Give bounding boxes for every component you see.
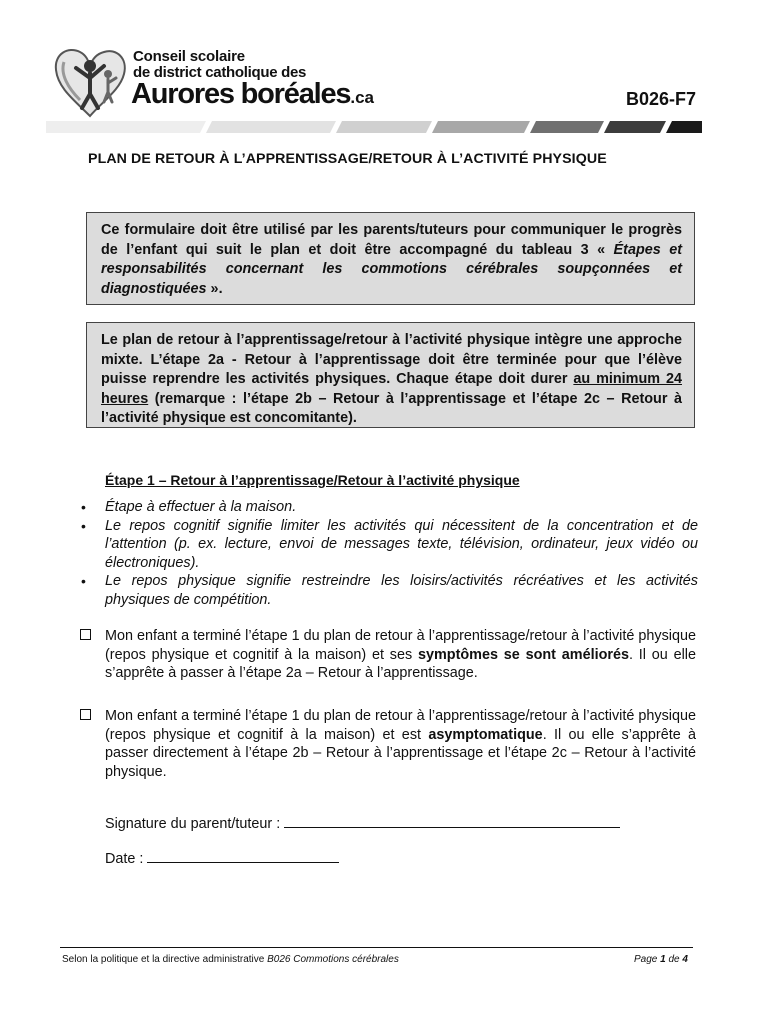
footer-policy-text: Selon la politique et la directive administrative [62,954,268,965]
organization-logo-graphic [50,44,130,120]
checkbox-option-text-a: Mon enfant a terminé l’étape 1 du plan de retour à l’apprentissage/retour à l’activité physique (repos physique et cognitif à la maison) et ses [105,628,696,663]
bullet-item: • Le repos physique signifie restreindre les loisirs/activités récréatives et les activités physiques de compétition. [78,572,698,609]
info-box-plan-text-a: Le plan de retour à l’apprentissage/retour à l’activité physique intègre une approche mixte. L’étape 2a - Retour à l’apprentissage doit être terminée pour que l’élève puisse reprendre les activités physiques. Chaque étape doit durer [101,332,682,387]
page-of: de [665,954,683,965]
date-row [105,850,339,867]
checkbox-option-asymptomatic [80,707,696,781]
info-box-instructions [86,212,695,305]
info-box-plan [86,322,695,428]
page-word: Page [634,954,661,965]
page-title: PLAN DE RETOUR À L’APPRENTISSAGE/RETOUR À L’ACTIVITÉ PHYSIQUE [88,151,607,167]
date-field[interactable] [147,850,339,863]
signature-label: Signature du parent/tuteur : [105,816,285,832]
organization-name-main: Aurores boréales [131,78,351,110]
section-heading-step1: Étape 1 – Retour à l’apprentissage/Retour à l’activité physique [105,472,520,488]
footer-page-number [634,954,688,965]
checkbox[interactable] [80,709,91,720]
info-box-plan-text-c: (remarque : l’étape 2b – Retour à l’apprentissage et l’étape 2c – Retour à l’activité physique est concomitante). [101,390,682,426]
organization-domain-suffix: .ca [350,88,374,107]
info-box-instructions-text-a: Ce formulaire doit être utilisé par les parents/tuteurs pour communiquer le progrès de l’enfant qui suit le plan et doit être accompagné du tableau 3 « [101,222,682,258]
organization-name-line2: de district catholique des [133,64,307,81]
signature-row [105,815,620,832]
page-current: 1 [660,954,666,965]
footer-divider [60,947,693,948]
info-box-instructions-text-b: Étapes et responsabilités concernant les commotions cérébrales soupçonnées et diagnostiquées [101,241,682,297]
document-code: B026-F7 [626,89,697,109]
header-decorative-bar [46,121,702,133]
footer-policy-name: B026 Commotions cérébrales [267,954,399,965]
organization-name-line3 [131,78,374,111]
checkbox-option-symptoms-improved [80,627,696,683]
checkbox-option-text [105,707,696,781]
checkbox-option-text-a: Mon enfant a terminé l’étape 1 du plan de retour à l’apprentissage/retour à l’activité physique (repos physique et cognitif à la maison) et est [105,708,696,743]
bullet-item: • Le repos cognitif signifie limiter les activités qui nécessitent de la concentration et de l’attention (p. ex. lecture, envoi de messages texte, télévision, ordinateur, jeux vidéo ou électroniques). [78,517,698,573]
page-total: 4 [682,954,688,965]
organization-name-line1: Conseil scolaire [133,48,245,65]
info-box-instructions-text-c: ». [206,280,223,297]
info-box-plan-text-b: au minimum 24 heures [101,371,682,407]
checkbox-option-text-c: . Il ou elle s’apprête à passer à l’étape 2a – Retour à l’apprentissage. [105,646,696,681]
date-label: Date : [105,851,148,867]
checkbox[interactable] [80,629,91,640]
checkbox-option-text-c: . Il ou elle s’apprête à passer directement à l’étape 2b – Retour à l’apprentissage et l’étape 2c – Retour à l’activité physique. [105,726,697,780]
checkbox-option-text [105,627,696,683]
signature-field[interactable] [284,815,620,828]
step1-bullet-list [78,498,698,609]
footer-policy-reference [62,954,399,965]
checkbox-option-text-b: symptômes se sont améliorés [418,646,629,663]
checkbox-option-text-b: asymptomatique [428,726,543,743]
bullet-item: • Étape à effectuer à la maison. [78,498,698,517]
